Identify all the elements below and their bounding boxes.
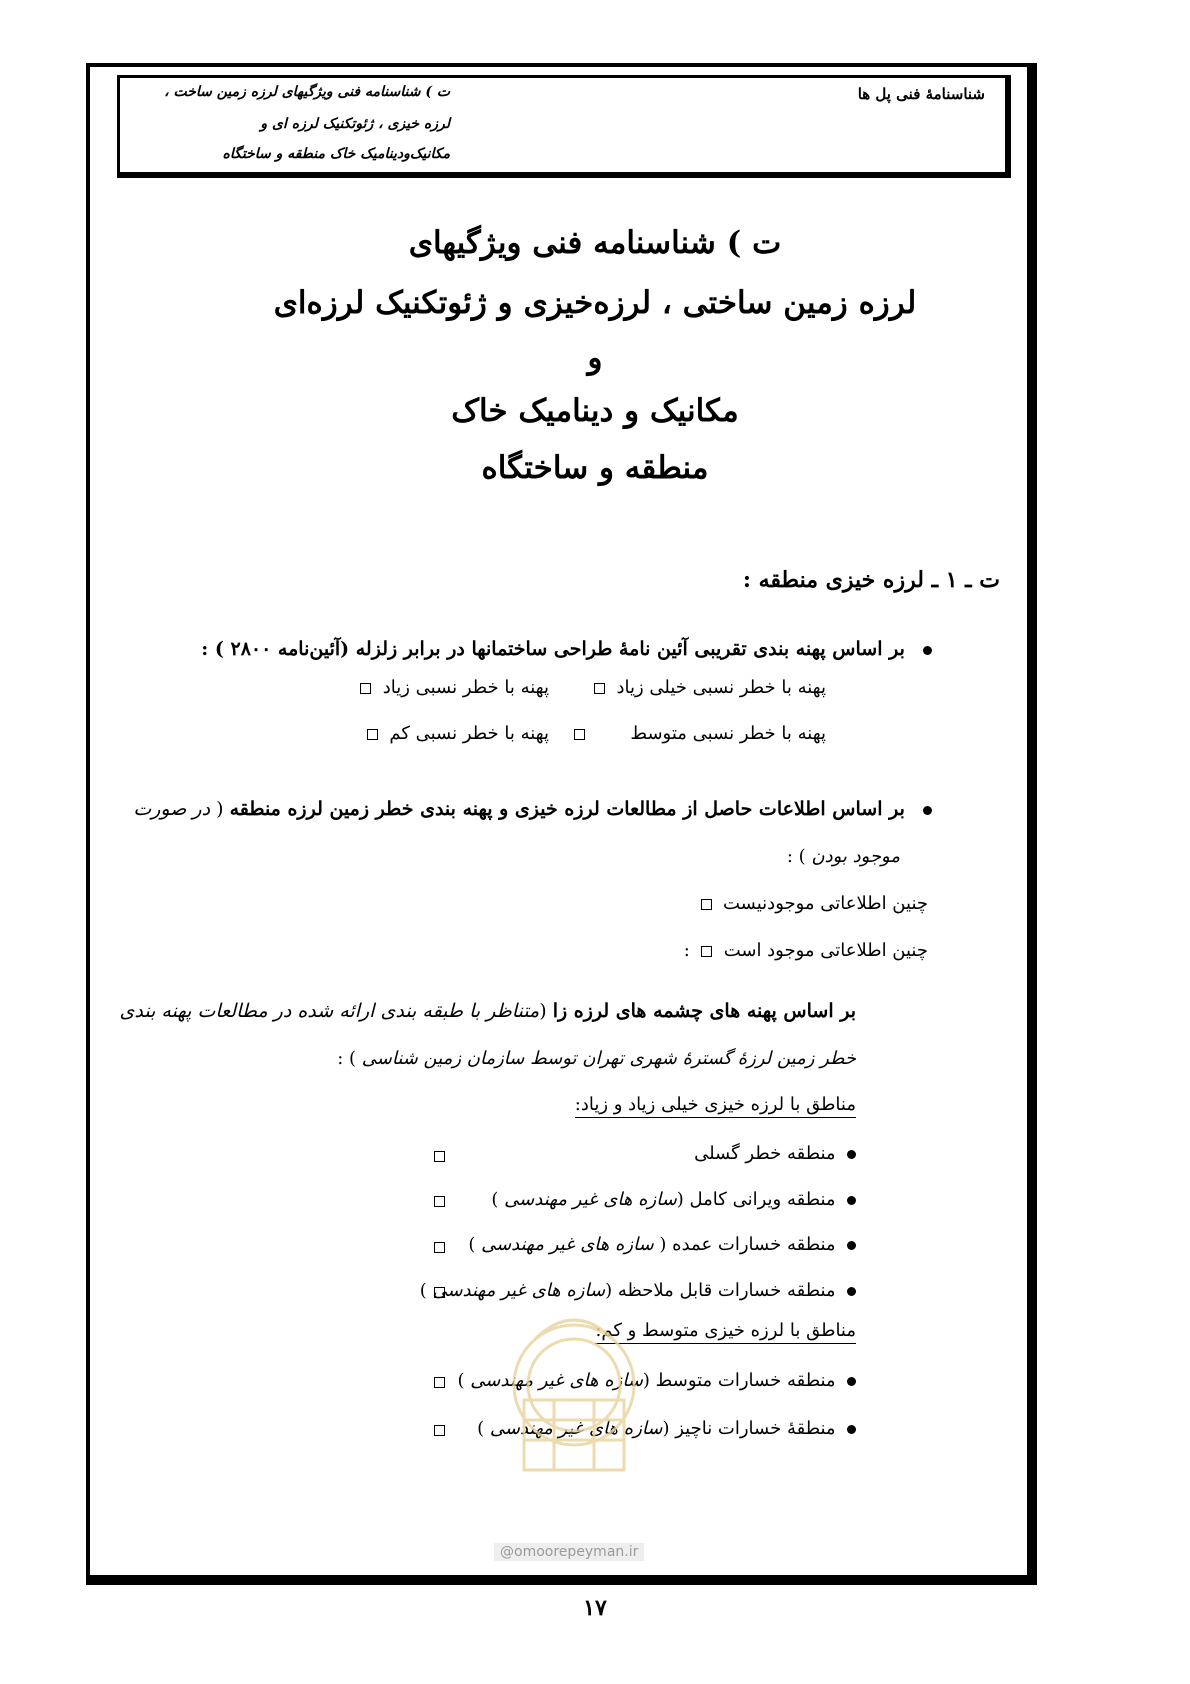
- para-3-line-2-italic: خطر زمین لرزهٔ گسترهٔ شهری تهران توسط سازمان زمین شناسی: [361, 1048, 856, 1069]
- bullet-2-text: بر اساس اطلاعات حاصل از مطالعات لرزه خیزی و پهنه بندی خطر زمین لرزه منطقه: [229, 798, 905, 820]
- checkbox-medium[interactable]: [574, 729, 585, 740]
- info-not-available-label: چنین اطلاعاتی موجودنیست: [723, 893, 928, 914]
- page-number: ۱۷: [583, 1595, 607, 1621]
- list-item-close: ): [491, 1189, 505, 1210]
- list-item-note: سازه های غیر مهندسی: [470, 1370, 643, 1391]
- checkbox-info-available[interactable]: [701, 946, 712, 957]
- header-left-line-3: مکانیک‌ودینامیک خاک منطقه و ساختگاه: [222, 146, 450, 162]
- bullet-2-italic: در صورت: [133, 798, 217, 820]
- bullet-2-line-2-italic: موجود بودن: [811, 846, 900, 867]
- para-3-line-1: [120, 1000, 856, 1022]
- bullet-dot: [923, 806, 932, 815]
- checkbox-moderate-damage[interactable]: [434, 1377, 445, 1388]
- list-item-close: ): [468, 1234, 482, 1255]
- checkbox-fault-hazard[interactable]: [434, 1151, 445, 1162]
- bullet-dot: [847, 1196, 856, 1205]
- group-2-title-text: مناطق با لرزه خیزی متوسط و کم:: [595, 1320, 856, 1344]
- list-item-note: سازه های غیر مهندسی: [489, 1418, 663, 1439]
- bullet-dot: [847, 1241, 856, 1250]
- bullet-2-paren: (: [216, 798, 230, 820]
- option-medium: [574, 723, 826, 744]
- title-line-4: مکانیک و دینامیک خاک: [451, 393, 739, 429]
- option-low-label: پهنه با خطر نسبی کم: [389, 723, 549, 744]
- list-item: [491, 1189, 856, 1210]
- title-line-1: ت ) شناسنامه فنی ویژگیهای: [408, 225, 782, 261]
- list-item: [694, 1143, 856, 1164]
- header-left-line-1: ت ) شناسنامه فنی ویژگیهای لرزه زمین ساخت ،: [164, 84, 450, 100]
- info-available-suffix: :: [683, 940, 690, 961]
- list-item-label: منطقه ویرانی کامل (: [676, 1189, 836, 1210]
- list-item-close: ): [419, 1280, 433, 1301]
- bullet-dot: [847, 1377, 856, 1386]
- checkbox-info-not-available[interactable]: [701, 899, 712, 910]
- info-not-available: [701, 893, 928, 914]
- list-item-label: منطقه خطر گسلی: [694, 1143, 836, 1164]
- para-3-line-2: [337, 1048, 856, 1069]
- bullet-2-line-2: [787, 846, 900, 867]
- header-right-text: شناسنامهٔ فنی پل ها: [857, 85, 985, 103]
- para-3-italic: متناظر با طبقه بندی ارائه شده در مطالعات پهنه بندی: [119, 1000, 540, 1022]
- bullet-dot: [923, 646, 932, 655]
- header-left-line-2: لرزه خیزی ، ژئوتکنیک لرزه ای و: [260, 116, 450, 132]
- para-3-paren: (: [539, 1000, 553, 1022]
- option-low: [367, 723, 549, 744]
- para-3-line-2-close: ) :: [337, 1048, 362, 1069]
- list-item-note: سازه های غیر مهندسی: [481, 1234, 660, 1255]
- option-high: [360, 677, 549, 698]
- bullet-1-text: بر اساس پهنه بندی تقریبی آئین نامهٔ طراحی ساختمانها در برابر زلزله (آئین‌نامه ۲۸۰۰ ) :: [201, 638, 905, 660]
- watermark-url: @omoorepeyman.ir: [494, 1543, 644, 1561]
- title-line-3: و: [587, 340, 603, 376]
- list-item-label: منطقه خسارات عمده (: [659, 1234, 836, 1255]
- list-item-close: ): [457, 1370, 471, 1391]
- option-high-label: پهنه با خطر نسبی زیاد: [382, 677, 549, 698]
- watermark-seal-icon: [494, 1290, 654, 1480]
- checkbox-considerable-damage[interactable]: [434, 1287, 445, 1298]
- info-available: [684, 940, 928, 961]
- para-3-bold: بر اساس پهنه های چشمه های لرزه زا: [552, 1000, 856, 1022]
- section-heading: ت ـ ۱ ـ لرزه خیزی منطقه :: [742, 567, 1000, 593]
- bullet-2-line-2-close: ) :: [786, 846, 812, 867]
- option-medium-label: پهنه با خطر نسبی متوسط: [630, 723, 826, 744]
- checkbox-total-destruction[interactable]: [434, 1196, 445, 1207]
- info-available-label: چنین اطلاعاتی موجود است: [723, 940, 928, 961]
- group-1-title: [575, 1094, 856, 1115]
- checkbox-negligible-damage[interactable]: [434, 1425, 445, 1436]
- list-item-label: منطقه خسارات قابل ملاحظه (: [605, 1280, 836, 1301]
- checkbox-high[interactable]: [360, 683, 371, 694]
- bullet-2: [133, 798, 932, 820]
- list-item-label: منطقهٔ خسارات ناچیز (: [662, 1418, 836, 1439]
- bullet-dot: [847, 1425, 856, 1434]
- title-line-2: لرزه زمین ساختی ، لرزه‌خیزی و ژئوتکنیک لرزه‌ای: [273, 285, 917, 321]
- list-item-label: منطقه خسارات متوسط (: [642, 1370, 836, 1391]
- list-item: [468, 1234, 856, 1255]
- title-line-5: منطقه و ساختگاه: [481, 450, 709, 486]
- list-item-note: سازه های غیر مهندسی: [432, 1280, 606, 1301]
- option-very-high-label: پهنه با خطر نسبی خیلی زیاد: [616, 677, 826, 698]
- checkbox-major-damage[interactable]: [434, 1242, 445, 1253]
- bullet-1: [201, 638, 932, 660]
- group-1-title-text: مناطق با لرزه خیزی خیلی زیاد و زیاد:: [575, 1094, 856, 1118]
- bullet-dot: [847, 1150, 856, 1159]
- list-item-note: سازه های غیر مهندسی: [504, 1189, 677, 1210]
- option-very-high: [594, 677, 826, 698]
- checkbox-very-high[interactable]: [594, 683, 605, 694]
- checkbox-low[interactable]: [367, 729, 378, 740]
- list-item-close: ): [477, 1418, 490, 1439]
- bullet-dot: [847, 1287, 856, 1296]
